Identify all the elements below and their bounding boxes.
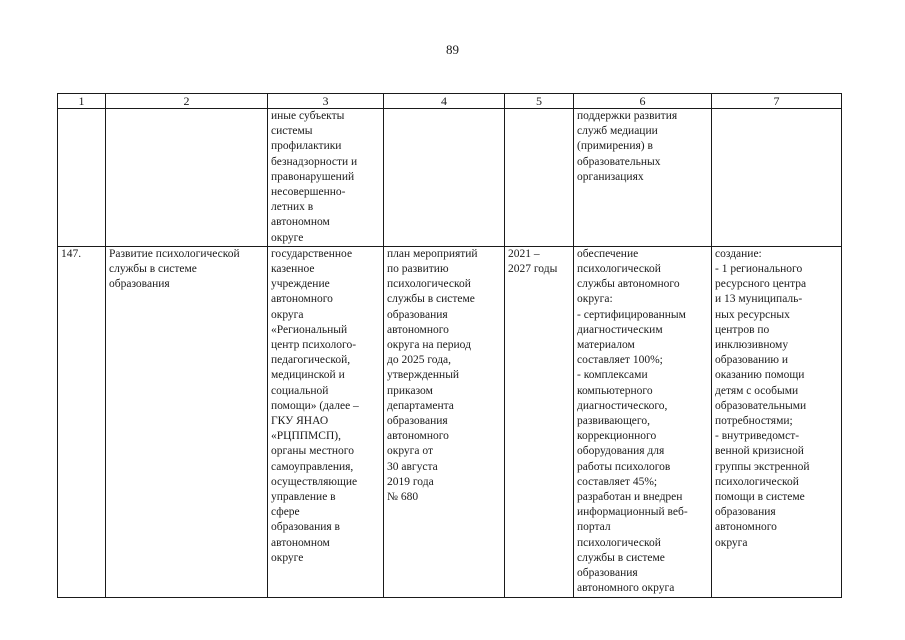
cell-line: психологической [577,263,661,276]
cell-line: округа на период [387,339,471,352]
cell-line: округа: [577,293,613,306]
cell-line: иные субъекты [271,110,345,122]
cell-line: автономного округа [577,582,675,595]
cell-line: центров по [715,323,770,336]
cell-line: образования [715,506,776,519]
cell-line: органы местного [271,445,354,458]
cell-line: автономном [271,216,330,229]
cell-period [505,246,574,597]
cell-line: образовательными [715,399,807,412]
cell-line: управление в [271,491,336,504]
cell-line: портал [577,521,611,534]
cell-line: план мероприятий [387,247,478,260]
cell-line: округа [271,308,304,321]
cell-line: ресурсного центра [715,278,807,291]
cell-line: «РЦППМСП), [271,430,341,443]
cell-line: образовательных [577,155,661,168]
cell-line: образования [577,567,638,580]
cell-number [58,246,106,597]
cell-line: и 13 муниципаль- [715,293,803,306]
cell-result [574,109,712,247]
cell-line: летних в [271,201,314,214]
cell-line: развивающего, [577,415,650,428]
cell-line: государственное [271,247,353,260]
cell-result [574,246,712,597]
cell-line: психологической [715,475,799,488]
cell-activity [106,246,268,597]
cell-line: оказанию помощи [715,369,805,382]
cell-line: службы автономного [577,278,680,291]
cell-line: - 1 регионального [715,263,803,276]
cell-line: департамента [387,399,454,412]
cell-line: автономного [387,430,449,443]
cell-line: оборудования для [577,445,665,458]
cell-line: «Региональный [271,323,348,336]
cell-line: до 2025 года, [387,354,452,367]
cell-line: службы в системе [109,263,197,276]
cell-line: поддержки развития [577,110,678,122]
cell-line: автономного [271,293,333,306]
cell-line: создание: [715,247,762,260]
cell-line: центр психолого- [271,339,357,352]
cell-line: диагностическим [577,323,663,336]
cell-number [58,109,106,247]
cell-line: ГКУ ЯНАО [271,415,329,428]
cell-line: - внутриведомст- [715,430,800,443]
cell-line: детям с особыми [715,384,799,397]
cell-line: утвержденный [387,369,460,382]
cell-line: образования [387,415,448,428]
cell-line: помощи» (далее – [271,399,359,412]
cell-line: 2021 – [508,247,540,260]
cell-line: образованию и [715,354,788,367]
cell-line: психологической [387,278,471,291]
cell-line: округе [271,551,304,564]
cell-document [384,246,505,597]
header-row [58,94,842,109]
cell-line: округе [271,231,304,244]
cell-line: помощи в системе [715,491,805,504]
column-header: 6 [574,94,712,109]
cell-line: служб медиации [577,125,658,138]
cell-line: Развитие психологической [109,247,240,260]
cell-line: осуществляющие [271,475,358,488]
cell-line: венной кризисной [715,445,804,458]
cell-line: 30 августа [387,460,438,473]
cell-line: коррекционного [577,430,657,443]
cell-line: образования [387,308,448,321]
cell-line: безнадзорности и [271,155,358,168]
cell-line: правонарушений [271,170,355,183]
cell-line: образования в [271,521,340,534]
cell-line: автономного [387,323,449,336]
column-header: 1 [58,94,106,109]
cell-line: разработан и внедрен [577,491,683,504]
cell-line: службы в системе [387,293,475,306]
cell-line: педагогической, [271,354,351,367]
plan-table [57,93,842,598]
cell-line: сфере [271,506,300,519]
cell-document [384,109,505,247]
cell-line: несовершенно- [271,186,346,199]
cell-line: составляет 45%; [577,475,658,488]
cell-line: системы [271,125,313,138]
cell-line: обеспечение [577,247,639,260]
cell-line: организациях [577,170,644,183]
cell-line: психологической [577,536,661,549]
cell-executors [268,246,384,597]
cell-line: - сертифицированным [577,308,686,321]
table-row [58,246,842,597]
cell-line: приказом [387,384,433,397]
cell-effect [712,246,842,597]
cell-line: диагностического, [577,399,668,412]
column-header: 3 [268,94,384,109]
column-header: 2 [106,94,268,109]
cell-line: 2027 годы [508,263,558,276]
cell-line: материалом [577,339,635,352]
cell-line: социальной [271,384,329,397]
cell-line: 2019 года [387,475,434,488]
table-row [58,109,842,247]
cell-line: - комплексами [577,369,648,382]
cell-line: службы в системе [577,551,665,564]
cell-period [505,109,574,247]
cell-line: автономном [271,536,330,549]
cell-line: по развитию [387,263,449,276]
cell-line: округа [715,536,748,549]
cell-line: округа от [387,445,434,458]
cell-line: образования [109,278,170,291]
cell-effect [712,109,842,247]
cell-line: инклюзивному [715,339,789,352]
cell-line: казенное [271,263,315,276]
cell-line: учреждение [271,278,330,291]
cell-line: медицинской и [271,369,345,382]
cell-line: профилактики [271,140,342,153]
cell-line: информационный веб- [577,506,688,519]
cell-activity [106,109,268,247]
cell-line: группы экстренной [715,460,810,473]
cell-line: компьютерного [577,384,653,397]
column-header: 7 [712,94,842,109]
column-header: 4 [384,94,505,109]
column-header: 5 [505,94,574,109]
cell-line: самоуправления, [271,460,354,473]
cell-executors [268,109,384,247]
cell-line: № 680 [387,491,419,504]
cell-line: ных ресурсных [715,308,790,321]
cell-line: работы психологов [577,460,671,473]
page-number: 89 [446,42,459,57]
cell-line: потребностями; [715,415,793,428]
cell-line: 147. [61,247,82,260]
cell-line: составляет 100%; [577,354,663,367]
cell-line: (примирения) в [577,140,653,153]
cell-line: автономного [715,521,777,534]
